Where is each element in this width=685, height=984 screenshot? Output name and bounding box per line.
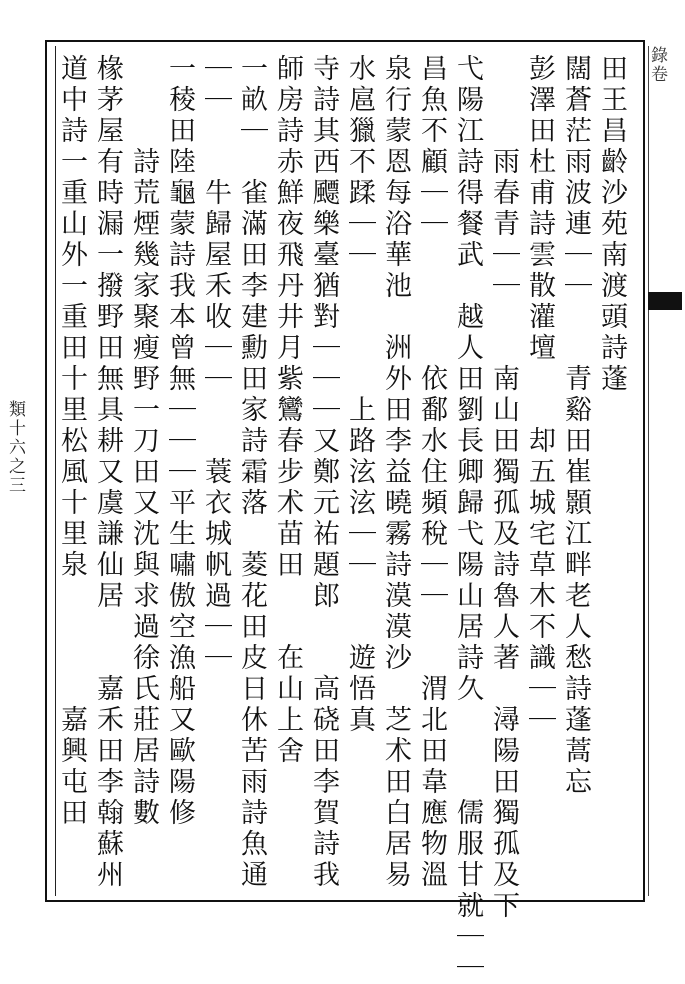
text-column-2: 闊蒼茫雨波連｜｜ 青谿田崔顥江畔老人愁詩蓬蒿忘	[560, 54, 591, 798]
margin-fishtail-mark	[648, 292, 682, 310]
text-column-4: 雨春青｜｜ 南山田獨孤及詩魯人著 潯陽田獨孤及下	[488, 54, 519, 922]
page-margin	[648, 46, 682, 896]
text-column-8: 水扈獵不蹂｜｜ 上路泫泫｜｜ 遊悟真	[344, 54, 375, 736]
text-column-12: ｜｜ 牛歸屋禾收｜｜ 蓑衣城帆過｜｜	[200, 54, 231, 674]
text-column-10: 師房詩赤鮮夜飛丹井月紫鸞春步术苗田 在山上舍	[272, 54, 303, 767]
text-column-15: 椽茅屋有時漏一撥野田無具耕又虞謙仙居 嘉禾田李翰蘇州	[92, 54, 123, 891]
margin-section-label: 類十六之三	[5, 400, 25, 495]
text-column-7: 泉行蒙恩每浴華池 洲外田李益曉霧詩漠漠沙 芝术田白居易	[380, 54, 411, 891]
text-column-5: 弋陽江詩得餐武 越人田劉長卿歸弋陽山居詩久 儒服甘就｜｜	[452, 54, 483, 984]
text-column-6: 昌魚不顧｜｜ 依鄱水住頻稅｜｜ 渭北田韋應物溫	[416, 54, 447, 891]
text-column-14: 詩荒煙幾家聚瘦野一刀田又沈與求過徐氏莊居詩數	[128, 54, 159, 829]
text-column-3: 彭澤田杜甫詩雲散灌壇 却五城宅草木不識｜｜	[524, 54, 555, 736]
margin-top-fragment: 錄卷	[647, 46, 667, 84]
text-column-1: 田王昌齡沙苑南渡頭詩蓬	[596, 54, 627, 395]
text-column-13: 一稜田陸龜蒙詩我本曾無｜｜｜平生嘯傲空漁船又歐陽修	[164, 54, 195, 829]
text-column-9: 寺詩其西飃樂臺猶對｜｜｜又鄭元祐題郎 高硗田李賀詩我	[308, 54, 339, 891]
text-column-16: 道中詩一重山外一重田十里松風十里泉 嘉興屯田	[56, 54, 87, 829]
text-column-11: 一畝｜ 雀滿田李建勳田家詩霜落 菱花田皮日休苦雨詩魚通	[236, 54, 267, 891]
